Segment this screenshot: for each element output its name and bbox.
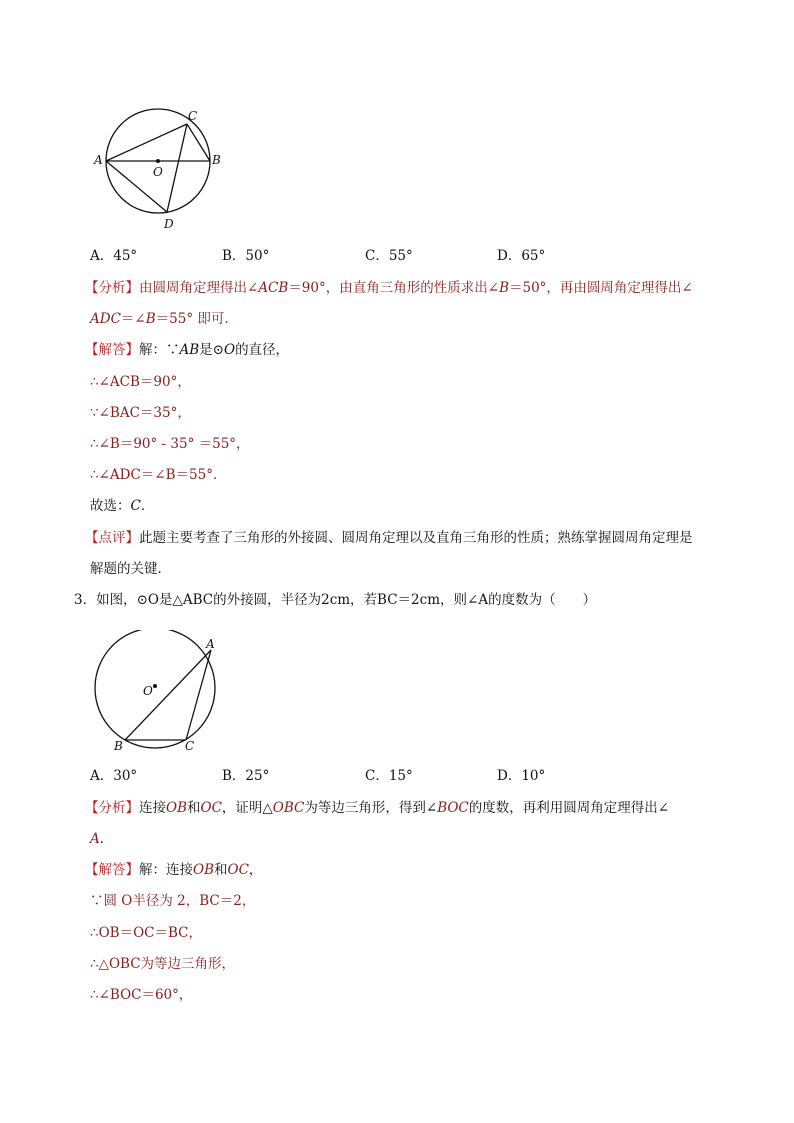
center-point — [156, 159, 160, 163]
q3-analysis-line1: 【分析】连接OB和OC，证明△OBC为等边三角形，得到∠BOC的度数，再利用圆周角定理得出∠ — [85, 800, 670, 816]
q3-option-d: D．10° — [497, 768, 546, 784]
q2-option-d: D．65° — [497, 248, 546, 264]
q2-solution-line1: 【解答】解：∵AB是⊙O的直径， — [85, 342, 290, 358]
q3-question: 3．如图，⊙O是△ABC的外接圆，半径为2cm，若BC＝2cm，则∠A的度数为（ ） — [74, 592, 597, 608]
q3-analysis-line2: A． — [90, 831, 114, 847]
q2-analysis-line1: 【分析】由圆周角定理得出∠ACB＝90°，由直角三角形的性质求出∠B＝50°，再由圆周角定理得出∠ — [85, 280, 693, 296]
label-o: O — [153, 165, 163, 179]
q2-solution-line4: ∴∠B＝90° - 35° ＝55°， — [90, 436, 250, 452]
q3-solution-line3: ∴OB＝OC＝BC， — [90, 925, 202, 941]
label-c: C — [185, 739, 195, 753]
label-a: A — [206, 637, 215, 651]
q3-option-c: C．15° — [365, 768, 413, 784]
label-a: A — [94, 153, 103, 167]
q3-solution-line1: 【解答】解：连接OB和OC， — [85, 862, 263, 878]
q2-comment-line1: 【点评】此题主要考查了三角形的外接圆、圆周角定理以及直角三角形的性质；熟练掌握圆周角定理是 — [85, 530, 693, 546]
q2-comment-line2: 解题的关键． — [90, 561, 171, 577]
circle-o — [95, 630, 215, 748]
q2-option-c: C．55° — [365, 248, 413, 264]
q2-solution-line5: ∴∠ADC＝∠B＝55°． — [90, 467, 227, 483]
chord-cd — [167, 124, 187, 212]
q3-solution-line4: ∴△OBC为等边三角形， — [90, 956, 236, 972]
label-b: B — [114, 739, 123, 753]
q3-option-a: A．30° — [90, 768, 138, 784]
label-b: B — [212, 153, 221, 167]
q3-solution-line2: ∵圆 O半径为 2，BC＝2， — [90, 893, 256, 909]
q2-analysis-line2: ADC＝∠B＝55° 即可. — [90, 311, 229, 327]
chord-ac — [106, 124, 187, 161]
q2-solution-line2: ∴∠ACB＝90°， — [90, 374, 191, 390]
center-point — [153, 684, 157, 688]
q3-solution-line5: ∴∠BOC＝60°， — [90, 987, 193, 1003]
label-c: C — [188, 109, 198, 123]
q2-option-a: A．45° — [90, 248, 138, 264]
circle-figure-q3 — [92, 630, 222, 755]
q2-option-b: B．50° — [222, 248, 270, 264]
label-o: O — [143, 684, 153, 698]
circle-figure-q2 — [88, 103, 228, 233]
q2-solution-line6: 故选：C． — [90, 498, 155, 514]
q3-option-b: B．25° — [222, 768, 270, 784]
q2-solution-line3: ∵∠BAC＝35°， — [90, 405, 191, 421]
label-d: D — [164, 217, 174, 231]
